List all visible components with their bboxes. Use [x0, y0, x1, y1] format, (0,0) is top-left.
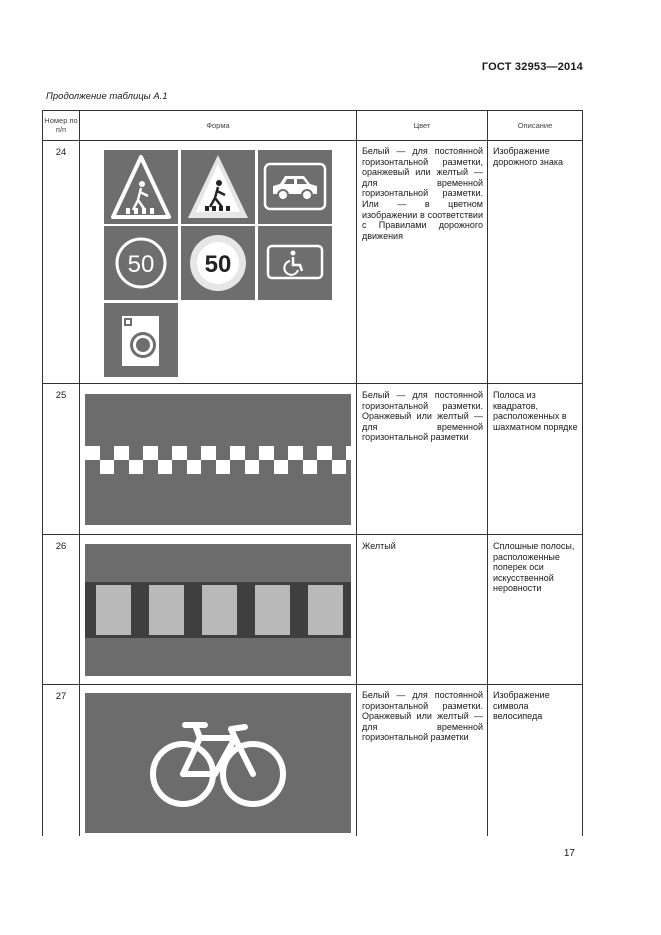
- checkered-line-image: [85, 394, 351, 525]
- row-divider: [42, 534, 583, 535]
- column-header-number: Номер по п/п: [44, 116, 78, 134]
- sign-tile: [104, 150, 178, 224]
- row-color: Белый — для постоянной горизонтальной разметки. Оранжевый или желтый — для временной горизонтальной разметки: [362, 690, 483, 743]
- page-number: 17: [563, 848, 575, 859]
- header-divider: [42, 140, 583, 141]
- row-description: Изображение дорожного знака: [493, 146, 563, 167]
- sign-tile: [181, 150, 255, 224]
- bicycle-symbol-image: [85, 693, 351, 833]
- standard-number: ГОСТ 32953—2014: [481, 61, 583, 73]
- row-divider: [42, 383, 583, 384]
- pedestrian-crossing-sign-icon: [181, 150, 255, 224]
- speed-limit-sign-icon: [181, 226, 255, 300]
- table-border-left: [42, 110, 43, 836]
- table-border-right: [582, 110, 583, 836]
- disabled-person-icon: [258, 226, 332, 300]
- speed-limit-sign-icon: [104, 226, 178, 300]
- bicycle-icon: [85, 693, 351, 833]
- sign-tile: [258, 226, 332, 300]
- column-header-color: Цвет: [413, 120, 431, 130]
- marking-table: [42, 110, 583, 836]
- car-icon: [258, 150, 332, 224]
- table-divider: [487, 110, 488, 836]
- speed-value: 50: [127, 251, 155, 278]
- row-number: 25: [55, 390, 67, 401]
- camera-icon: [104, 303, 178, 377]
- row-color: Желтый: [362, 541, 396, 551]
- row-description: Полоса из квадратов, расположенных в шахматном порядке: [493, 390, 578, 432]
- row-divider: [42, 684, 583, 685]
- column-header-form: Форма: [206, 120, 230, 130]
- sign-tile: [258, 150, 332, 224]
- speed-bump-stripes-image: [85, 544, 351, 676]
- row-number: 27: [55, 691, 67, 702]
- speed-value: 50: [204, 251, 232, 278]
- row-number: 24: [55, 147, 67, 158]
- pedestrian-crossing-sign-icon: [104, 150, 178, 224]
- column-header-description: Описание: [517, 120, 553, 130]
- row-description: Изображение символа велосипеда: [493, 690, 550, 722]
- table-divider: [79, 110, 80, 836]
- row-color: Белый — для постоянной горизонтальной разметки. Оранжевый или желтый — для временной горизонтальной разметки: [362, 390, 483, 443]
- table-divider: [356, 110, 357, 836]
- sign-tile: [181, 226, 255, 300]
- table-caption: Продолжение таблицы А.1: [46, 91, 168, 102]
- row-number: 26: [55, 541, 67, 552]
- row-description: Сплошные полосы, расположенные поперек оси искусственной неровности: [493, 541, 575, 594]
- row-color: Белый — для постоянной горизонтальной разметки, оранжевый или желтый — для временной горизонтальной разметки. Или — в цветном изображении в соответствии с Правилами дорожного движения: [362, 146, 483, 241]
- sign-tile: [104, 226, 178, 300]
- sign-tile: [104, 303, 178, 377]
